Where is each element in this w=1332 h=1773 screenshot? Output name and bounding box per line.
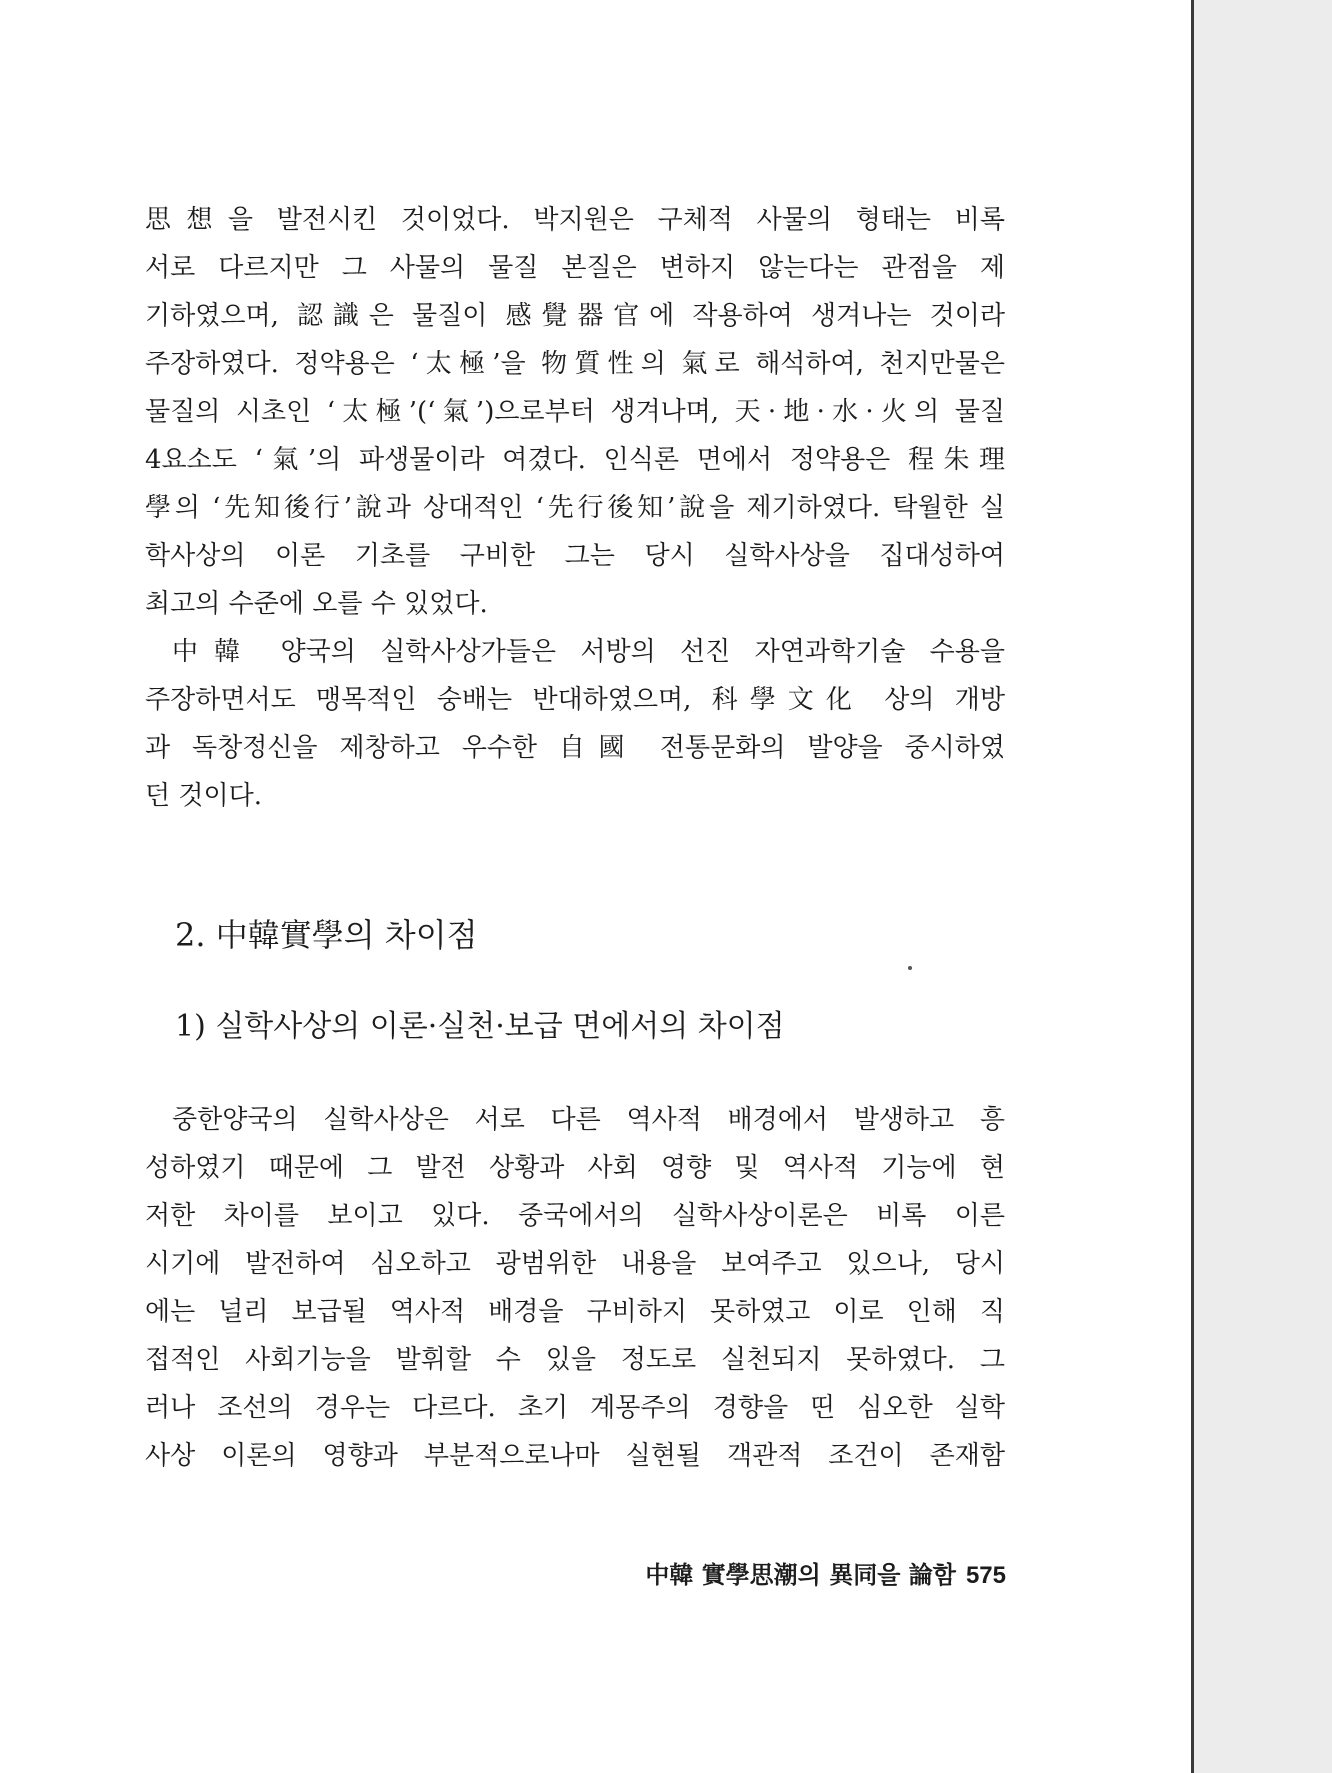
viewer-background [1194, 0, 1332, 1773]
body-text-line: 물질의 시초인 ‘太極’(‘氣’)으로부터 생겨나며, 天·地·水·火의 물질 [145, 397, 1005, 427]
body-text-line: 학사상의 이론 기초를 구비한 그는 당시 실학사상을 집대성하여 [145, 541, 1005, 571]
body-text-line: 성하였기 때문에 그 발전 상황과 사회 영향 및 역사적 기능에 현 [145, 1153, 1005, 1183]
body-text-line: 중한양국의 실학사상은 서로 다른 역사적 배경에서 발생하고 흥 [172, 1105, 1005, 1135]
body-text-line: 던 것이다. [145, 781, 262, 811]
dot-mark [908, 966, 912, 970]
body-text-line: 최고의 수준에 오를 수 있었다. [145, 589, 488, 619]
body-text-line: 접적인 사회기능을 발휘할 수 있을 정도로 실천되지 못하였다. 그 [145, 1345, 1005, 1375]
body-text-line: 과 독창정신을 제창하고 우수한 自國 전통문화의 발양을 중시하였 [145, 733, 1005, 763]
body-text-line: 시기에 발전하여 심오하고 광범위한 내용을 보여주고 있으나, 당시 [145, 1249, 1005, 1279]
body-text-line: 저한 차이를 보이고 있다. 중국에서의 실학사상이론은 비록 이른 [145, 1201, 1005, 1231]
subsection-heading: 1) 실학사상의 이론·실천·보급 면에서의 차이점 [175, 1009, 785, 1044]
body-text-line: 기하였으며, 認識은 물질이 感覺器官에 작용하여 생겨나는 것이라 [145, 301, 1005, 331]
body-text-line: 思想을 발전시킨 것이었다. 박지원은 구체적 사물의 형태는 비록 [145, 205, 1005, 235]
body-text-line: 서로 다르지만 그 사물의 물질 본질은 변하지 않는다는 관점을 제 [145, 253, 1005, 283]
body-text-line: 주장하면서도 맹목적인 숭배는 반대하였으며, 科學文化 상의 개방 [145, 685, 1005, 715]
section-heading: 2. 中韓實學의 차이점 [175, 916, 478, 954]
body-text-line: 中韓 양국의 실학사상가들은 서방의 선진 자연과학기술 수용을 [172, 637, 1005, 667]
body-text-line: 4요소도 ‘氣’의 파생물이라 여겼다. 인식론 면에서 정약용은 程朱理 [145, 445, 1005, 475]
body-text-line: 주장하였다. 정약용은 ‘太極’을 物質性의 氣로 해석하여, 천지만물은 [145, 349, 1005, 379]
body-text-line: 사상 이론의 영향과 부분적으로나마 실현될 객관적 조건이 존재함 [145, 1441, 1005, 1471]
body-text-line: 러나 조선의 경우는 다르다. 초기 계몽주의 경향을 띤 심오한 실학 [145, 1393, 1005, 1423]
footer-title: 中韓 實學思潮의 異同을 論함 [645, 1560, 956, 1589]
body-text-line: 學의 ‘先知後行’說과 상대적인 ‘先行後知’說을 제기하였다. 탁월한 실 [145, 493, 1005, 523]
body-text-line: 에는 널리 보급될 역사적 배경을 구비하지 못하였고 이로 인해 직 [145, 1297, 1005, 1327]
running-footer [645, 1560, 1006, 1591]
page-number: 575 [965, 1562, 1006, 1589]
